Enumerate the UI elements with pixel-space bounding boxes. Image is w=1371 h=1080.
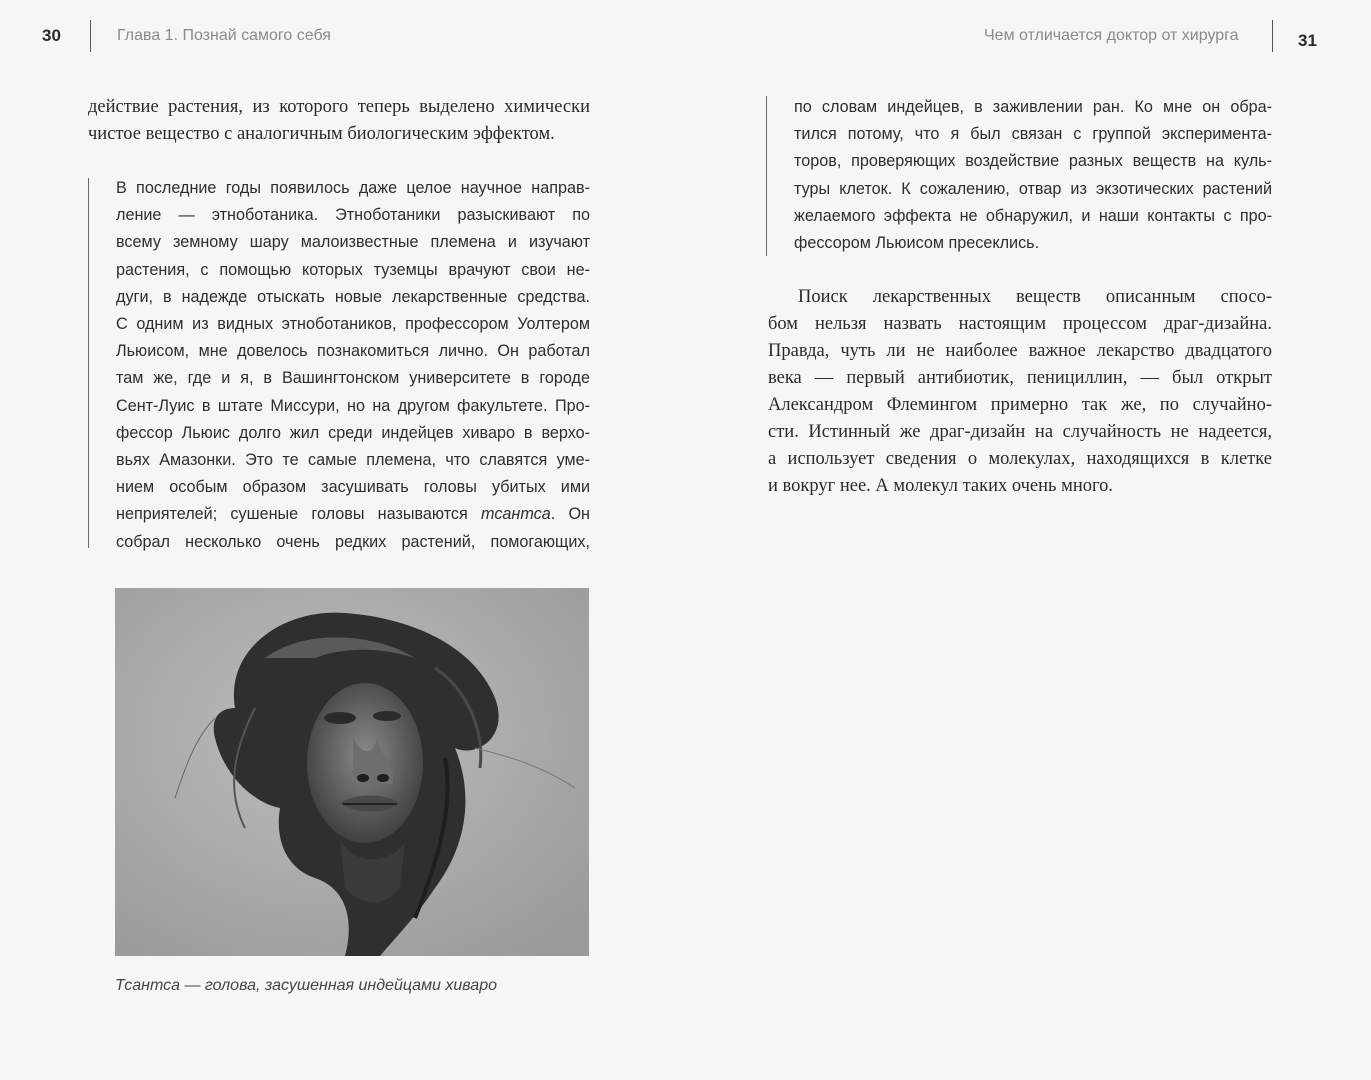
running-head: Глава 1. Познай самого себя	[117, 27, 331, 44]
body-paragraph	[768, 284, 1272, 500]
sidebar-rule	[88, 178, 89, 548]
text-line: Александром Флемингом примерно так же, по случайно-	[768, 395, 1272, 415]
text-line: собрал несколько очень редких растений, помогающих,	[116, 532, 590, 551]
text-line: желаемого эффекта не обнаружил, и наши контакты с про-	[794, 206, 1272, 225]
page-number: 30	[42, 26, 61, 45]
text-line: ление — этноботаника. Этноботаники разыскивают по	[116, 206, 590, 225]
text-line: тился потому, что я был связан с группой эксперимента-	[794, 125, 1272, 144]
header-divider	[90, 20, 91, 52]
text-line: бом нельзя назвать настоящим процессом драг-дизайна.	[768, 314, 1272, 334]
text-line: века — первый антибиотик, пенициллин, — был открыт	[768, 368, 1272, 388]
text-line: а использует сведения о молекулах, находящихся в клетке	[768, 449, 1272, 469]
text-line: и вокруг нее. А молекул таких очень много.	[768, 476, 1113, 496]
text-line: Льюисом, мне довелось познакомиться лично. Он работал	[116, 342, 590, 361]
text-line: нием особым образом засушивать головы убитых ими	[116, 478, 590, 497]
text-line: дуги, в надежде отыскать новые лекарственные средства.	[116, 287, 590, 306]
text-line: действие растения, из которого теперь выделено химически	[88, 97, 590, 117]
text-line: Сент-Луис в штате Миссури, но на другом факультете. Про-	[116, 396, 590, 415]
intro-paragraph	[88, 94, 590, 148]
page-number: 31	[1298, 31, 1317, 50]
shrunken-head-photo	[115, 588, 589, 956]
text-line: фессором Льюисом пресеклись.	[794, 234, 1040, 253]
text-line: чистое вещество с аналогичным биологическим эффектом.	[88, 124, 555, 144]
sidebar-rule	[766, 96, 767, 256]
text-line: всему земному шару малоизвестные племена и изучают	[116, 233, 590, 252]
sidebar-continuation	[794, 94, 1272, 257]
text-line: В последние годы появилось даже целое научное направ-	[116, 179, 590, 197]
right-page	[686, 0, 1371, 1080]
header-divider	[1272, 20, 1273, 52]
figure-caption: Тсантса — голова, засушенная индейцами хиваро	[115, 977, 497, 994]
text-line: торов, проверяющих воздействие разных веществ на куль-	[794, 152, 1272, 171]
text-line: вьях Амазонки. Это те самые племена, что славятся уме-	[116, 451, 590, 470]
text-line: туры клеток. К сожалению, отвар из экзотических растений	[794, 179, 1272, 198]
text-line: там же, где и я, в Вашингтонском университете в городе	[116, 369, 590, 388]
text-line: Поиск лекарственных веществ описанным спосо-	[798, 287, 1272, 307]
text-line: неприятелей; сушеные головы называются тсантса. Он	[116, 505, 591, 524]
left-page	[0, 0, 685, 1080]
text-line: фессор Льюис долго жил среди индейцев хиваро в верхо-	[116, 423, 590, 442]
running-head: Чем отличается доктор от хирурга	[984, 27, 1239, 44]
text-line: Правда, чуть ли не наиболее важное лекарство двадцатого	[768, 341, 1272, 361]
text-line: С одним из видных этноботаников, профессором Уолтером	[116, 315, 590, 334]
term-tsantsa: тсантса	[481, 505, 551, 524]
text-line: растения, с помощью которых туземцы врачуют свои не-	[116, 260, 590, 279]
text-line: по словам индейцев, в заживлении ран. Ко мне он обра-	[794, 98, 1272, 116]
sidebar-text	[116, 175, 590, 556]
text-line: сти. Истинный же драг-дизайн на случайность не надеется,	[768, 422, 1272, 442]
